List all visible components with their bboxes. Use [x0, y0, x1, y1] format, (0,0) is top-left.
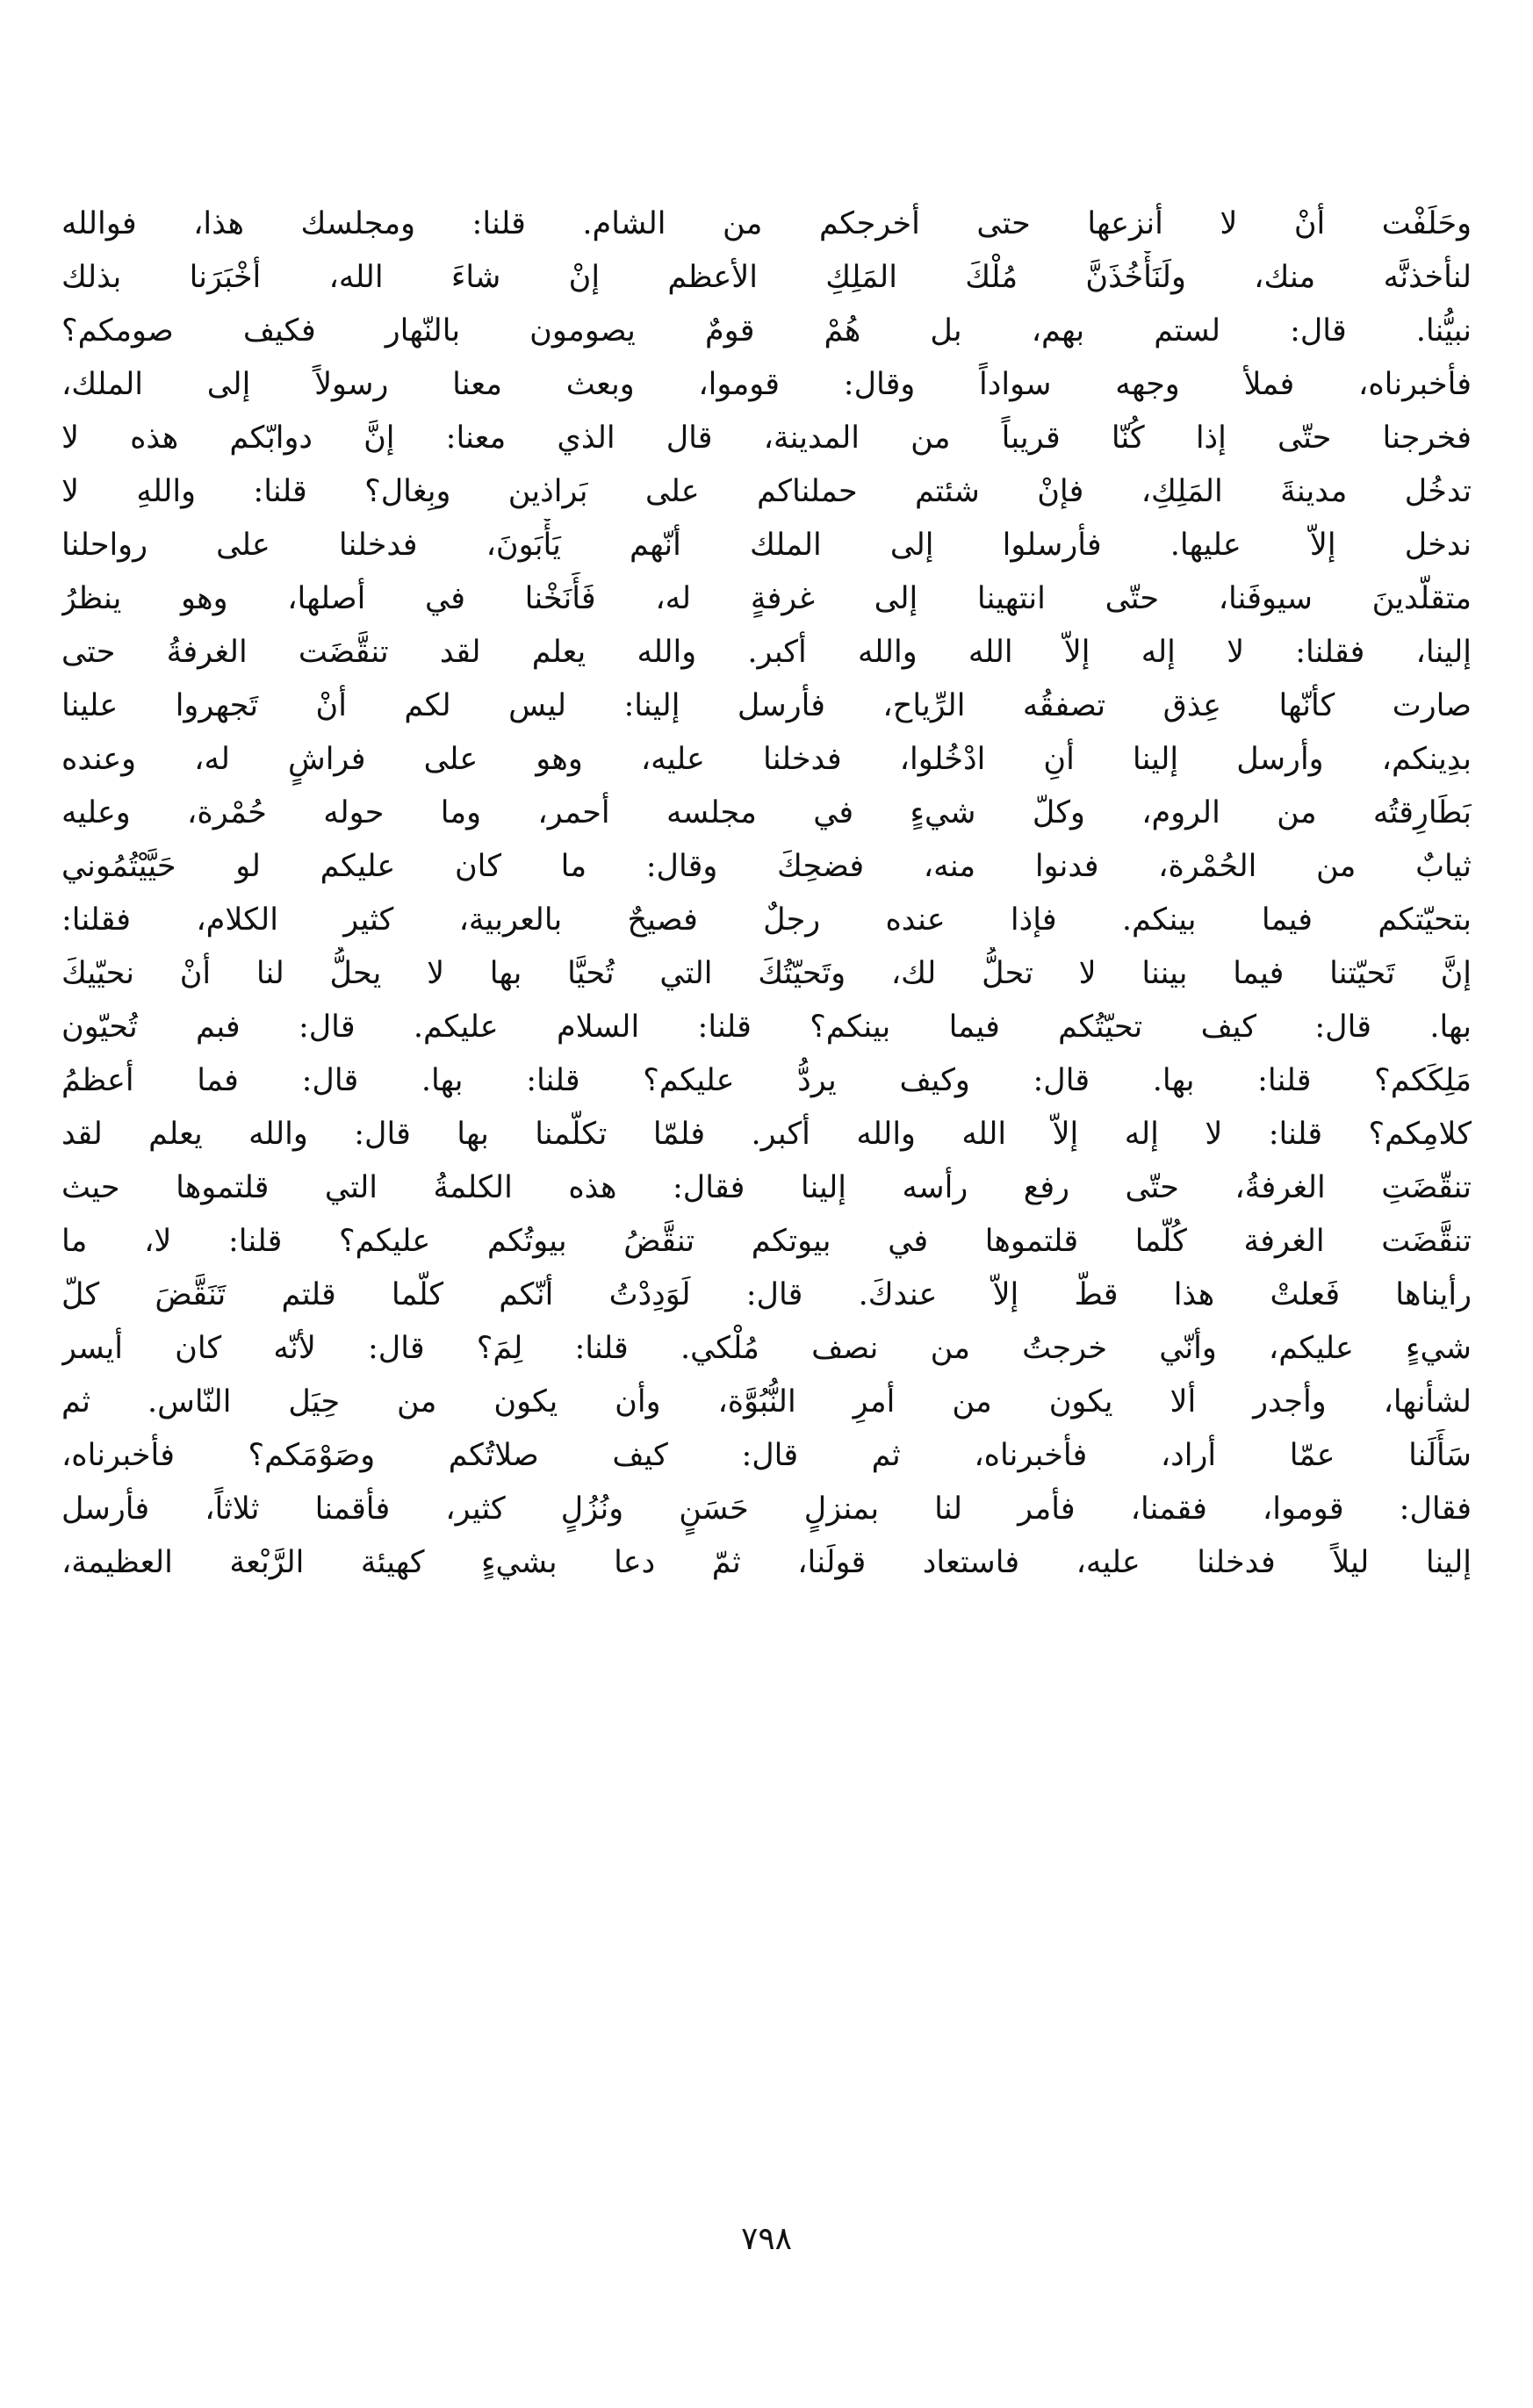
text-line: تنقّضَتِ الغرفةُ، حتّى رفع رأسه إلينا فقال: هذه الكلمةُ التي قلتموها حيث [61, 1170, 1472, 1205]
text-line: متقلّدينَ سيوفَنا، حتّى انتهينا إلى غرفةٍ له، فَأَنَخْنا في أصلها، وهو ينظرُ [61, 581, 1472, 616]
text-line: صارت كأنّها عِذق تصفقُه الرِّياح، فأرسل إلينا: ليس لكم أنْ تَجهروا علينا [61, 688, 1472, 723]
text-line: تنقَّضَت الغرفة كُلّما قلتموها في بيوتكم تنقَّضُ بيوتُكم عليكم؟ قلنا: لا، ما [61, 1224, 1472, 1259]
text-line: سَأَلَنا عمّا أراد، فأخبرناه، ثم قال: كيف صلاتُكم وصَوْمَكم؟ فأخبرناه، [61, 1438, 1472, 1473]
text-line: لشأنها، وأجدر ألا يكون من أمرِ النُّبُوَّة، وأن يكون من حِيَل النّاس. ثم [61, 1384, 1472, 1420]
text-line: بدِينكم، وأرسل إلينا أنِ ادْخُلوا، فدخلنا عليه، وهو على فراشٍ له، وعنده [61, 742, 1472, 777]
text-line: رأيناها فَعلتْ هذا قطّ إلاّ عندكَ. قال: لَوَدِدْتُ أنّكم كلّما قلتم تَنَقَّضَ كلّ [61, 1277, 1472, 1312]
text-line: فخرجنا حتّى إذا كُنّا قريباً من المدينة، قال الذي معنا: إنَّ دوابّكم هذه لا [61, 421, 1472, 456]
text-line: تدخُل مدينةَ المَلِكِ، فإنْ شئتم حملناكم على بَراذين وبِغال؟ قلنا: واللهِ لا [61, 474, 1472, 509]
text-line: مَلِكَكم؟ قلنا: بها. قال: وكيف يردُّ عليكم؟ قلنا: بها. قال: فما أعظمُ [61, 1063, 1472, 1098]
text-line: إنَّ تَحيّتنا فيما بيننا لا تحلُّ لك، وتَحيّتُكَ التي تُحيَّا بها لا يحلُّ لنا أنْ نحيّيكَ [61, 956, 1472, 991]
page-number: ٧٩٨ [740, 2221, 792, 2257]
text-line: شيءٍ عليكم، وأنّي خرجتُ من نصف مُلْكي. قلنا: لِمَ؟ قال: لأنّه كان أيسر [61, 1331, 1472, 1366]
text-line: ثيابٌ من الحُمْرة، فدنوا منه، فضحِكَ وقال: ما كان عليكم لو حَيَّيْتُمُوني [61, 849, 1472, 884]
text-line: بَطَارِقتُه من الروم، وكلّ شيءٍ في مجلسه أحمر، وما حوله حُمْرة، وعليه [61, 795, 1472, 830]
text-line: بها. قال: كيف تحيّتُكم فيما بينكم؟ قلنا: السلام عليكم. قال: فبم تُحيّون [61, 1010, 1472, 1045]
text-line: إلينا، فقلنا: لا إله إلاّ الله والله أكبر. والله يعلم لقد تنقَّضَت الغرفةُ حتى [61, 635, 1472, 670]
text-line: وحَلَفْت أنْ لا أنزعها حتى أخرجكم من الشام. قلنا: ومجلسك هذا، فوالله [61, 206, 1472, 241]
text-line: فأخبرناه، فملأ وجهه سواداً وقال: قوموا، وبعث معنا رسولاً إلى الملك، [61, 367, 1472, 402]
text-line: نبيُّنا. قال: لستم بهم، بل هُمْ قومٌ يصومون بالنّهار فكيف صومكم؟ [61, 313, 1472, 349]
text-line: ندخل إلاّ عليها. فأرسلوا إلى الملك أنّهم يَأْبَونَ، فدخلنا على رواحلنا [61, 528, 1472, 563]
text-line: بتحيّتكم فيما بينكم. فإذا عنده رجلٌ فصيحٌ بالعربية، كثير الكلام، فقلنا: [61, 902, 1472, 938]
text-line: لنأخذنَّه منك، ولَنَأْخُذَنَّ مُلْكَ المَلِكِ الأعظم إنْ شاءَ الله، أخْبَرَنا بذلك [61, 260, 1472, 295]
text-line: كلامِكم؟ قلنا: لا إله إلاّ الله والله أكبر. فلمّا تكلّمنا بها قال: والله يعلم لقد [61, 1117, 1472, 1152]
text-line: إلينا ليلاً فدخلنا عليه، فاستعاد قولَنا، ثمّ دعا بشيءٍ كهيئة الرَّبْعة العظيمة، [61, 1545, 1472, 1580]
text-line: فقال: قوموا، فقمنا، فأمر لنا بمنزلٍ حَسَنٍ ونُزُلٍ كثير، فأقمنا ثلاثاً، فأرسل [61, 1492, 1472, 1527]
body-text [61, 198, 1472, 1590]
